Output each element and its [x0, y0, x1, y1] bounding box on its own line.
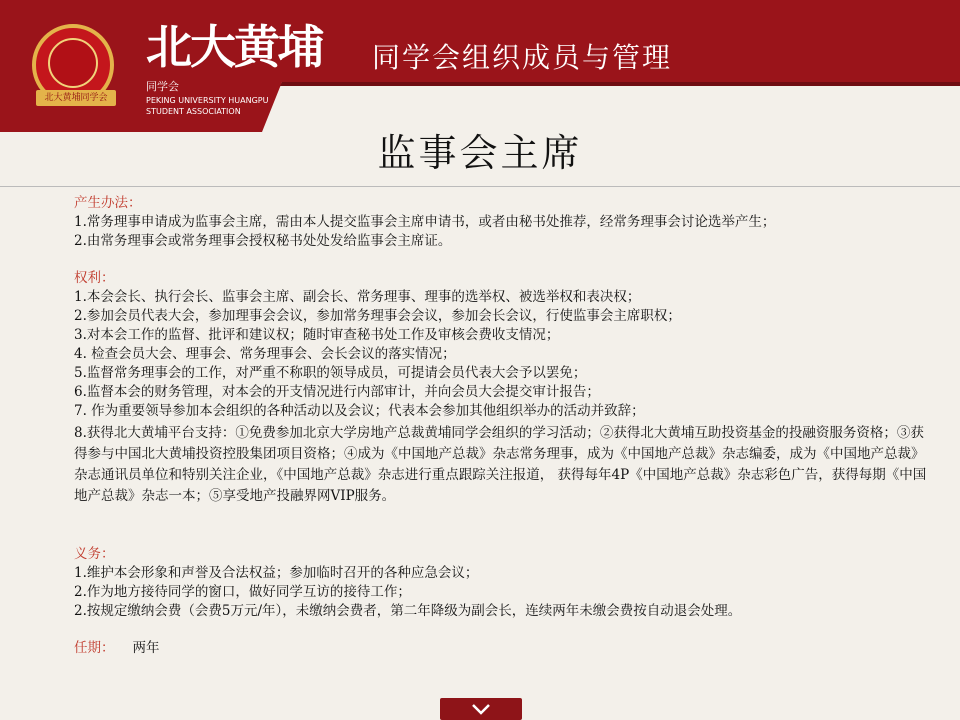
content-body — [74, 194, 934, 658]
generation-item: 2.由常务理事会或常务理事会授权秘书处处发给监事会主席证。 — [74, 233, 452, 249]
rights-item: 2.参加会员代表大会，参加理事会会议，参加常务理事会会议，参加会长会议，行使监事会主席职权； — [74, 308, 681, 324]
term-row — [74, 639, 934, 658]
term-value: 两年 — [132, 640, 160, 656]
rights-item: 6.监督本会的财务管理，对本会的开支情况进行内部审计，并向会员大会提交审计报告； — [74, 384, 600, 400]
brand-name: 北大黄埔 — [146, 20, 322, 74]
brand-english-line1: PEKING UNIVERSITY HUANGPU — [146, 96, 269, 105]
rights-item-platform-support: 8.获得北大黄埔平台支持：①免费参加北京大学房地产总裁黄埔同学会组织的学习活动；②获得北大黄埔互助投资基金的投融资服务资格；③获得参与中国北大黄埔投资控股集团项目资格；④成为《中国地产总裁》杂志常务理事，成为《中国地产总裁》杂志编委，成为《中国地产总裁》杂志通讯员单位和特别关注企业，《中国地产总裁》杂志进行重点跟踪关注报道， 获得每年4P《中国地产总裁》杂志彩色广告，获得每期《中国地产总裁》杂志一本；⑤享受地产投融界网VIP服务。 — [74, 425, 927, 504]
term-label: 任期： — [74, 640, 115, 656]
rights-item: 1.本会会长、执行会长、监事会主席、副会长、常务理事、理事的选举权、被选举权和表决权； — [74, 289, 641, 305]
title-divider — [0, 186, 960, 187]
header-banner — [0, 0, 960, 132]
logo-ribbon: 北大黄埔同学会 — [36, 90, 116, 106]
duties-label: 义务： — [74, 546, 115, 562]
next-slide-button[interactable] — [440, 698, 522, 720]
rights-item: 4. 检查会员大会、理事会、常务理事会、会长会议的落实情况； — [74, 346, 456, 362]
rights-item: 3.对本会工作的监督、批评和建议权；随时审查秘书处工作及审核会费收支情况； — [74, 327, 560, 343]
page-title: 监事会主席 — [377, 131, 583, 175]
rights-item: 5.监督常务理事会的工作，对严重不称职的领导成员，可提请会员代表大会予以罢免； — [74, 365, 587, 381]
duties-item: 1.维护本会形象和声誉及合法权益；参加临时召开的各种应急会议； — [74, 565, 479, 581]
brand-subtitle: 同学会 — [146, 80, 179, 93]
duties-item: 2.按规定缴纳会费（会费5万元/年），未缴纳会费者，第二年降级为副会长，连续两年未缴会费按自动退会处理。 — [74, 603, 742, 619]
duties-item: 2.作为地方接待同学的窗口，做好同学互访的接待工作； — [74, 584, 411, 600]
header-title: 同学会组织成员与管理 — [372, 41, 673, 74]
rights-label: 权利： — [74, 270, 115, 286]
rights-item: 7. 作为重要领导参加本会组织的各种活动以及会议；代表本会参加其他组织举办的活动并致辞； — [74, 403, 645, 419]
brand-english-line2: STUDENT ASSOCIATION — [146, 107, 241, 116]
chevron-down-icon — [471, 703, 491, 715]
generation-item: 1.常务理事申请成为监事会主席，需由本人提交监事会主席申请书，或者由秘书处推荐，经常务理事会讨论选举产生； — [74, 214, 776, 230]
generation-label: 产生办法： — [74, 195, 142, 211]
